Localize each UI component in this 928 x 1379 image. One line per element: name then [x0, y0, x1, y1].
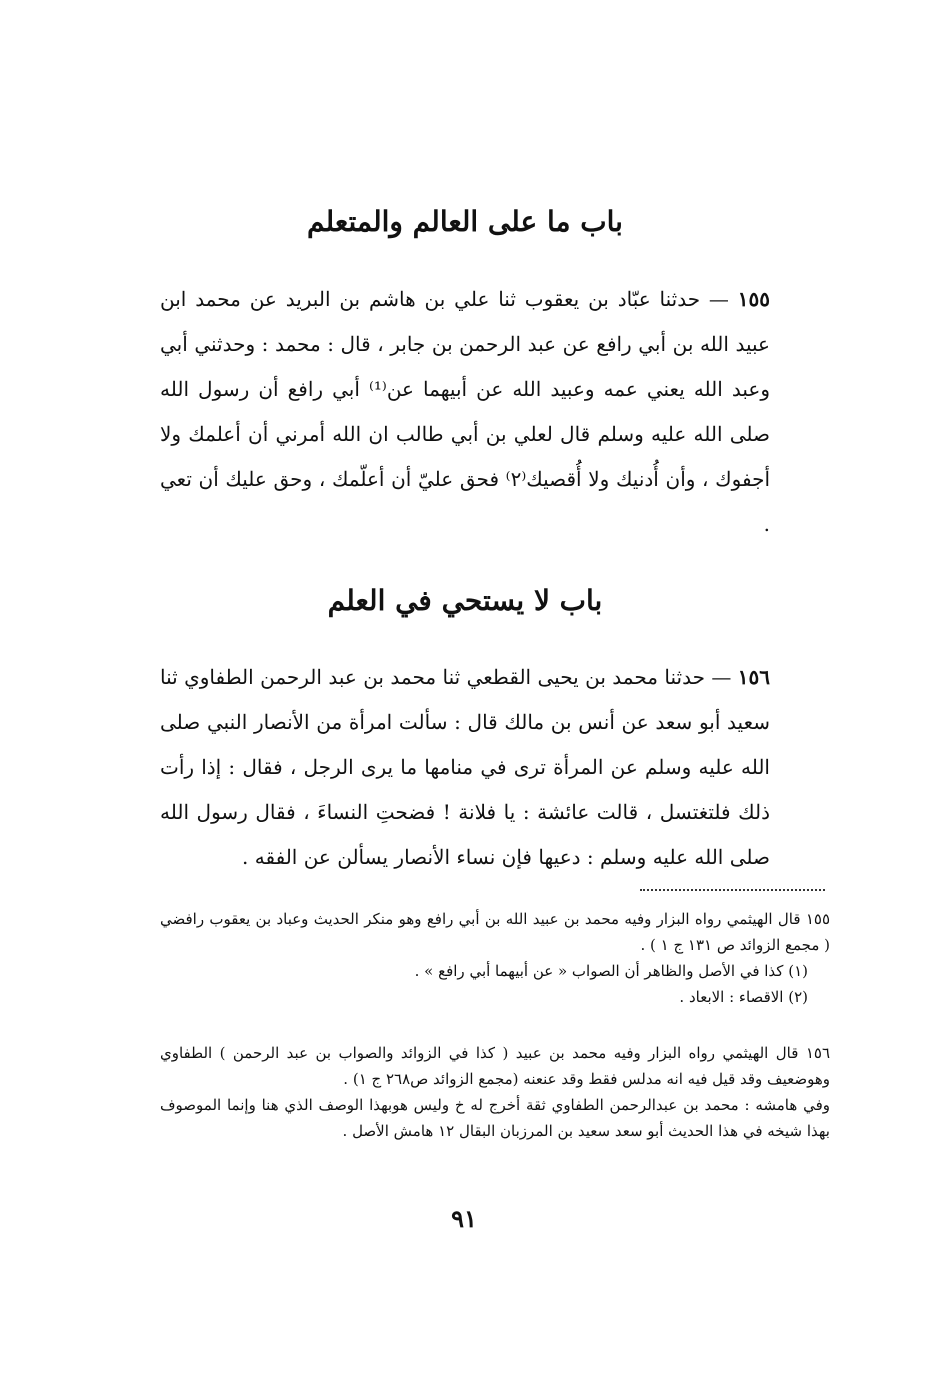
- footnote-156-margin-note: وفي هامشه : محمد بن عبدالرحمن الطفاوي ثقة أخرج له خ وليس هوبهذا الوصف الذي هنا وإنما الموصوف بهذا شيخه في هذا الحديث أبو سعد سعيد بن المرزبان البقال ١٢ هامش الأصل .: [160, 1096, 830, 1140]
- chapter-heading-1: باب ما على العالم والمتعلم: [307, 205, 623, 238]
- hadith-155-text: — حدثنا عبّاد بن يعقوب ثنا علي بن هاشم بن البريد عن محمد ابن عبيد الله بن أبي رافع عن عبد الرحمن بن جابر ، قال : محمد : وحدثني أبي وعبد الله يعني عمه وعبيد الله عن أبيهما عن⁽¹⁾ أبي رافع أن رسول الله صلى الله عليه وسلم قال لعلي بن أبي طالب ان الله أمرني أن أعلمك ولا أجفوك ، وأن أُدنيك ولا أُقصيك⁽٢⁾ فحق عليّ أن أعلّمك ، وحق عليك أن تعي .: [160, 287, 770, 536]
- hadith-number-156: ١٥٦: [737, 665, 771, 689]
- hadith-156-text: — حدثنا محمد بن يحيى القطعي ثنا محمد بن عبد الرحمن الطفاوي ثنا سعيد أبو سعد عن أنس بن مالك قال : سألت امرأة من الأنصار النبي صلى الله عليه وسلم عن المرأة ترى في منامها ما يرى الرجل ، فقال : إذا رأت ذلك فلتغتسل ، قالت عائشة : يا فلانة ! فضحتِ النساءَ ، فقال رسول الله صلى الله عليه وسلم : دعيها فإن نساء الأنصار يسألن عن الفقه .: [160, 665, 770, 869]
- footnote-155-note-1: (١) كذا في الأصل والظاهر أن الصواب « عن أبيهما أبي رافع » .: [414, 962, 808, 980]
- footnote-155-main: ١٥٥ قال الهيثمي رواه البزار وفيه محمد بن عبيد الله بن أبي رافع وهو منكر الحديث وعباد بن يعقوب رافضي ( مجمع الزوائد ص ١٣١ ج ١ ) .: [160, 910, 830, 954]
- footnotes-155: [160, 906, 830, 1010]
- page-number: ٩١: [451, 1204, 477, 1233]
- hadith-156: [160, 655, 770, 880]
- footnotes-156: [160, 1040, 830, 1144]
- hadith-155: [160, 277, 770, 547]
- footnote-155-note-2: (٢) الاقصاء : الابعاد .: [679, 988, 808, 1006]
- hadith-155-paragraph: [160, 277, 770, 547]
- footnote-divider: [640, 889, 825, 891]
- hadith-156-paragraph: [160, 655, 770, 880]
- footnote-156-main: ١٥٦ قال الهيثمي رواه البزار وفيه محمد بن عبيد ( كذا في الزوائد والصواب بن عبد الرحمن ) الطفاوي وهوضعيف وقد قيل فيه انه مدلس فقط وقد عنعنه (مجمع الزوائد ص٢٦٨ ج ١) .: [160, 1044, 830, 1088]
- chapter-heading-2: باب لا يستحي في العلم: [327, 584, 603, 617]
- hadith-number-155: ١٥٥: [737, 287, 771, 311]
